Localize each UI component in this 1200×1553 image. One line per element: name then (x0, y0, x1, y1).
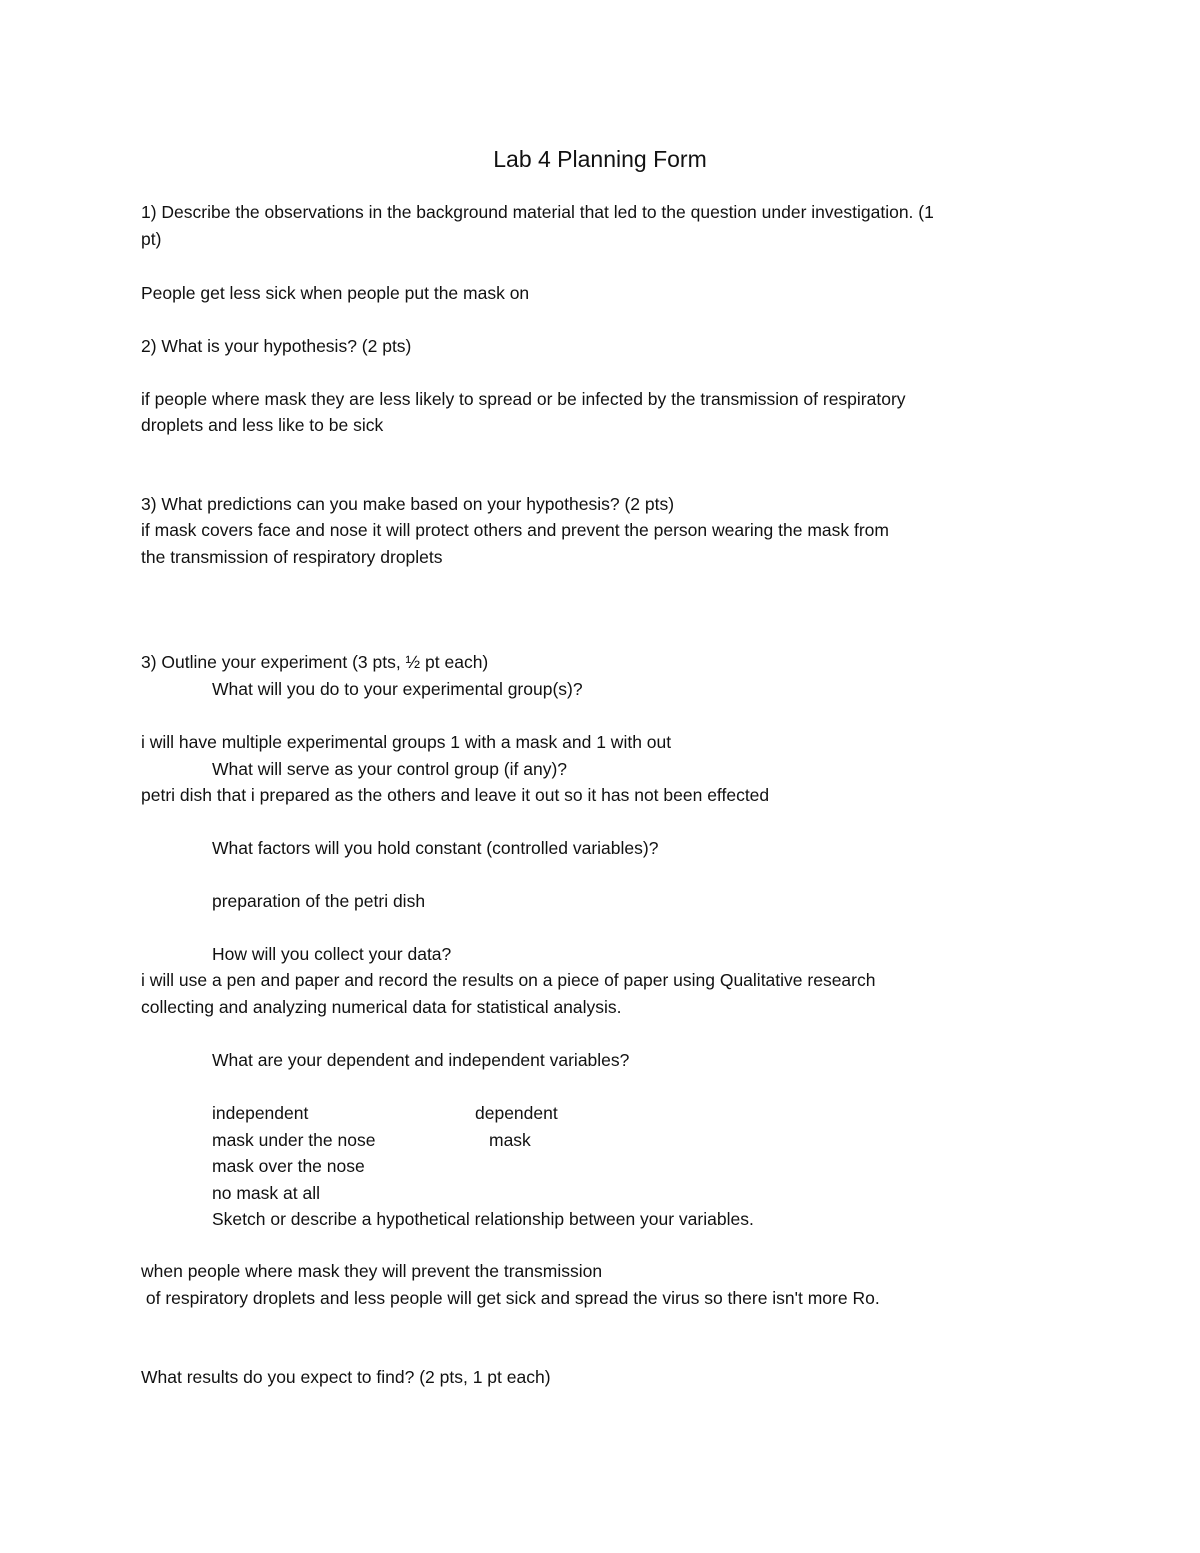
q1-prompt-line1: 1) Describe the observations in the background material that led to the question under investigation. (1 (141, 202, 934, 222)
q2-prompt: 2) What is your hypothesis? (2 pts) (141, 336, 412, 356)
constant-factors-answer: preparation of the petri dish (212, 891, 426, 911)
experimental-group-prompt: What will you do to your experimental group(s)? (212, 679, 583, 699)
independent-item: mask under the nose (212, 1130, 376, 1150)
control-group-prompt: What will serve as your control group (if any)? (212, 759, 567, 779)
q1-answer: People get less sick when people put the mask on (141, 283, 530, 303)
document-title: Lab 4 Planning Form (493, 146, 707, 172)
independent-item: mask over the nose (212, 1156, 365, 1176)
variables-prompt: What are your dependent and independent variables? (212, 1050, 630, 1070)
independent-header: independent (212, 1103, 309, 1123)
sketch-prompt: Sketch or describe a hypothetical relationship between your variables. (212, 1209, 754, 1229)
data-collection-prompt: How will you collect your data? (212, 944, 452, 964)
independent-item: no mask at all (212, 1183, 320, 1203)
q3-answer-line1: if mask covers face and nose it will protect others and prevent the person wearing the mask from (141, 520, 889, 540)
q3-prompt: 3) What predictions can you make based on your hypothesis? (2 pts) (141, 494, 675, 514)
dependent-item: mask (489, 1130, 531, 1150)
q3-answer-line2: the transmission of respiratory droplets (141, 547, 443, 567)
data-collection-answer-line1: i will use a pen and paper and record the results on a piece of paper using Qualitative research (141, 970, 876, 990)
dependent-header: dependent (475, 1103, 558, 1123)
q1-prompt-line2: pt) (141, 229, 162, 249)
sketch-answer-line2: of respiratory droplets and less people will get sick and spread the virus so there isn't more Ro. (141, 1288, 880, 1308)
sketch-answer-line1: when people where mask they will prevent the transmission (141, 1261, 603, 1281)
q4-prompt: 3) Outline your experiment (3 pts, ½ pt each) (141, 652, 489, 672)
q2-answer-line1: if people where mask they are less likely to spread or be infected by the transmission of respiratory (141, 389, 906, 409)
q5-prompt: What results do you expect to find? (2 pts, 1 pt each) (141, 1367, 551, 1387)
control-group-answer: petri dish that i prepared as the others and leave it out so it has not been effected (141, 785, 770, 805)
data-collection-answer-line2: collecting and analyzing numerical data for statistical analysis. (141, 997, 622, 1017)
experimental-group-answer: i will have multiple experimental groups 1 with a mask and 1 with out (141, 732, 672, 752)
constant-factors-prompt: What factors will you hold constant (controlled variables)? (212, 838, 659, 858)
q2-answer-line2: droplets and less like to be sick (141, 415, 384, 435)
